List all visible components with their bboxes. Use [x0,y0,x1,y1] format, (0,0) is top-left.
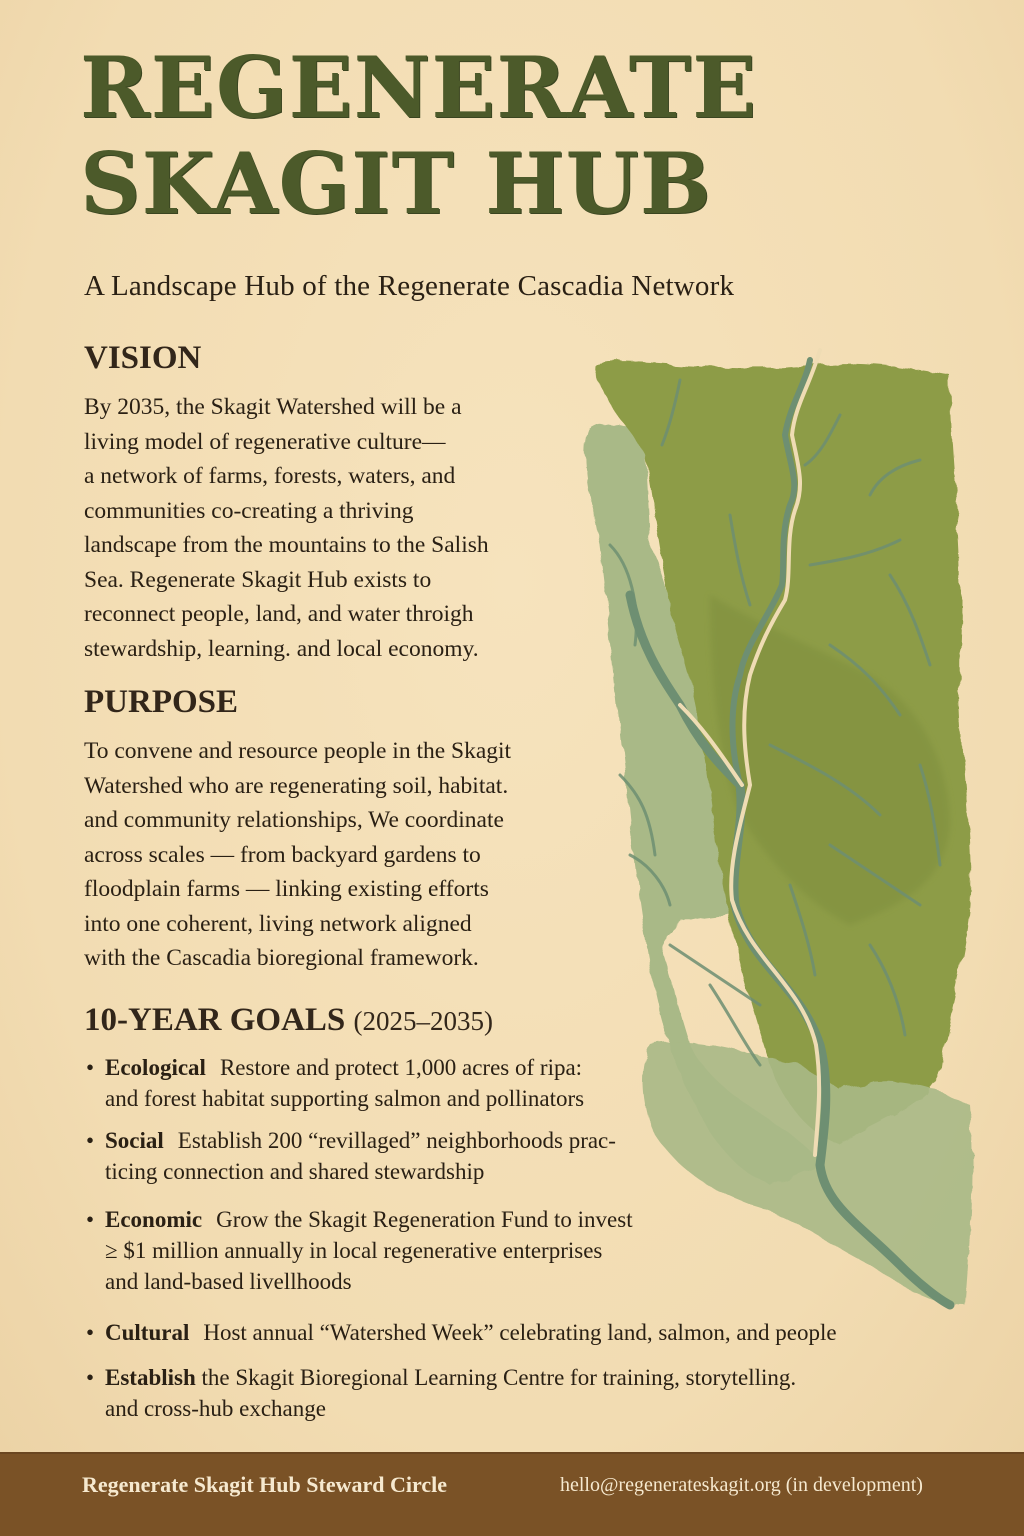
vision-line: stewardship, learning. and local economy. [84,635,479,662]
purpose-line: floodplain farms — linking existing efforts [84,876,489,902]
bullet: • [86,1320,95,1345]
vision-line: living model of regenerative culture— [84,428,446,455]
title-line-2: SKAGIT HUB [80,134,712,233]
purpose-text [84,734,511,976]
bullet: • [86,1207,95,1232]
purpose-line: across scales — from backyard gardens to [84,841,481,868]
goal-label: Establish [105,1365,196,1390]
vision-line: By 2035, the Skagit Watershed will be a [84,394,462,420]
goal-label: Economic [105,1207,203,1232]
purpose-line: with the Cascadia bioregional framework. [84,945,479,971]
goal-text: the Skagit Bioregional Learning Centre for training, storytelling. [201,1365,797,1390]
goal-label: Social [105,1128,164,1153]
vision-line: reconnect people, land, and water throigh [84,601,474,627]
footer-bar [0,1452,1024,1536]
vision-heading: VISION [84,340,202,376]
goal-text: Establish 200 “revillaged” neighborhoods prac- [177,1128,616,1153]
vision-line: Sea. Regenerate Skagit Hub exists to [84,566,432,593]
goals-years: (2025–2035) [353,1006,494,1036]
goal-text: Restore and protect 1,000 acres of ripa: [219,1055,583,1080]
footer-org-name: Regenerate Skagit Hub Steward Circle [82,1472,447,1497]
bullet: • [86,1128,95,1153]
purpose-line: and community relationships, We coordinate [84,807,504,833]
purpose-line: Watershed who are regenerating soil, habitat. [84,772,509,799]
goal-text-cont: and forest habitat supporting salmon and pollinators [105,1086,585,1111]
title-line-1: REGENERATE [80,38,758,137]
bullet: • [86,1365,95,1390]
goal-text-cont: and cross-hub exchange [105,1396,326,1421]
goal-text: Host annual “Watershed Week” celebrating land, salmon, and people [203,1320,837,1345]
poster-title [80,40,757,232]
goal-item-economic [86,1204,633,1297]
goal-text-cont: ≥ $1 million annually in local regenerative enterprises [105,1238,603,1263]
goals-heading [84,1002,493,1039]
bullet: • [86,1055,95,1080]
vision-line: a network of farms, forests, waters, and [84,463,456,489]
purpose-line: into one coherent, living network aligned [84,910,472,937]
vision-line: communities co-creating a thriving [84,497,414,524]
vision-line: landscape from the mountains to the Salish [84,532,489,558]
goal-item-learning-centre [86,1362,796,1424]
goal-text-cont: ticing connection and shared stewardship [105,1159,485,1184]
goal-label: Ecological [105,1055,206,1080]
goal-item-ecological [86,1052,584,1114]
goal-item-cultural [86,1317,837,1348]
goal-text: Grow the Skagit Regeneration Fund to invest [216,1207,633,1232]
purpose-heading: PURPOSE [84,684,239,720]
footer-email-link[interactable]: hello@regenerateskagit.org (in development) [560,1474,923,1496]
watershed-map-illustration [570,345,1000,1345]
subtitle: A Landscape Hub of the Regenerate Cascadia Network [84,270,735,302]
purpose-line: To convene and resource people in the Skagit [84,738,512,764]
goals-heading-label: 10-YEAR GOALS [84,1002,346,1038]
goal-text-cont: and land-based livellhoods [105,1269,352,1294]
goal-item-social [86,1125,616,1187]
goal-label: Cultural [105,1320,190,1345]
vision-text [84,390,489,666]
